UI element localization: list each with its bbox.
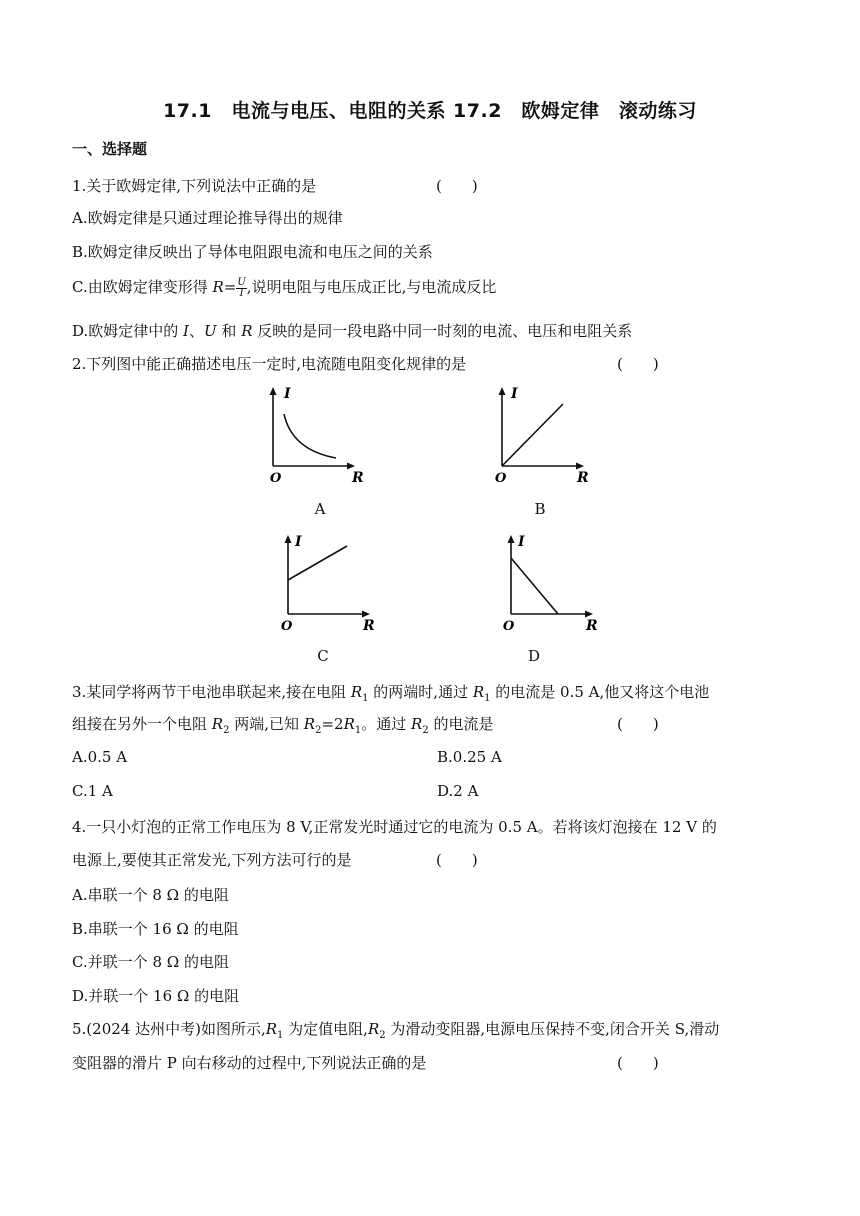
q3-r2: R <box>411 715 423 733</box>
q3-option-b: B.0.25 A <box>437 748 502 766</box>
q5-answer-paren: ( ) <box>617 1054 659 1072</box>
q4-option-d: D.并联一个 16 Ω 的电阻 <box>72 987 240 1005</box>
q1-option-d-rest: 反映的是同一段电路中同一时刻的电流、电压和电阻关系 <box>252 322 633 340</box>
graph-c-y-arrow <box>285 535 292 543</box>
q1-symbol-r: R <box>241 322 253 340</box>
q1-formula-numerator: U <box>237 276 246 288</box>
q1-sep: 、 <box>188 322 204 340</box>
q3-text: 的电流是 0.5 A,他又将这个电池 <box>490 683 710 701</box>
graph-a-y-label: I <box>284 386 291 402</box>
q3-r2: R <box>211 715 224 733</box>
q3-text: 两端,已知 <box>229 715 304 733</box>
q3-text: 的两端时,通过 <box>368 683 473 701</box>
q3-option-c: C.1 A <box>72 782 113 800</box>
q1-and: 和 <box>216 322 242 340</box>
graph-a-curve <box>284 414 336 458</box>
graph-c-x-arrow <box>362 611 370 618</box>
q3-text: =2 <box>321 715 344 733</box>
graph-c-x-label: R <box>363 618 375 634</box>
q3-r1: R <box>350 683 363 701</box>
graph-d-line <box>511 558 558 614</box>
q1-answer-paren: ( ) <box>436 177 478 195</box>
q4-answer-paren: ( ) <box>436 851 478 869</box>
graph-d <box>500 530 610 636</box>
q5-text: 为定值电阻, <box>283 1020 368 1038</box>
q1-symbol-u: U <box>203 322 217 340</box>
q3-r2: R <box>303 715 316 733</box>
graph-c-line <box>288 546 347 580</box>
q3-r1-sub: 1 <box>354 725 362 736</box>
graph-a-label: A <box>314 500 326 518</box>
q3-r1: R <box>343 715 355 733</box>
graph-c-origin: O <box>281 619 293 634</box>
q3-option-d: D.2 A <box>437 782 479 800</box>
q1-symbol-i: I <box>183 322 189 340</box>
q1-option-c-text: C.由欧姆定律变形得 <box>72 278 213 296</box>
q1-option-d-text: D.欧姆定律中的 <box>72 322 184 340</box>
q3-r1-sub: 1 <box>484 693 491 704</box>
graph-b-y-label: I <box>511 386 518 402</box>
q3-r2-sub: 2 <box>422 725 429 736</box>
q5-r1-sub: 1 <box>277 1030 284 1041</box>
q1-option-b: B.欧姆定律反映出了导体电阻跟电流和电压之间的关系 <box>72 243 433 261</box>
q1-formula-denominator: I <box>239 287 244 299</box>
graph-c <box>277 530 387 636</box>
graph-d-x-arrow <box>585 611 593 618</box>
q1-formula-r: R <box>212 278 224 296</box>
graph-a-origin: O <box>270 471 282 486</box>
q3-answer-paren: ( ) <box>617 715 659 733</box>
q4-option-c: C.并联一个 8 Ω 的电阻 <box>72 953 229 971</box>
graph-b-line <box>502 404 563 466</box>
q3-option-a: A.0.5 A <box>72 748 128 766</box>
graph-b-origin: O <box>495 471 507 486</box>
q2-answer-paren: ( ) <box>617 355 659 373</box>
graph-c-label: C <box>317 647 329 665</box>
graph-b <box>491 382 601 488</box>
graph-d-origin: O <box>503 619 515 634</box>
q4-stem-line1: 4.一只小灯泡的正常工作电压为 8 V,正常发光时通过它的电流为 0.5 A。若将该灯泡接在 12 V 的 <box>72 818 717 836</box>
q1-formula-fraction <box>236 278 246 299</box>
q5-stem-line2: 变阻器的滑片 P 向右移动的过程中,下列说法正确的是 <box>72 1054 427 1072</box>
q3-text: 组接在另外一个电阻 <box>72 715 212 733</box>
q3-r1: R <box>472 683 485 701</box>
graph-a-x-label: R <box>352 470 364 486</box>
graph-a-y-arrow <box>270 387 277 395</box>
q4-stem-line2: 电源上,要使其正常发光,下列方法可行的是 <box>72 851 352 869</box>
page-title: 17.1 电流与电压、电阻的关系 17.2 欧姆定律 滚动练习 <box>163 100 697 122</box>
q1-stem: 1.关于欧姆定律,下列说法中正确的是 <box>72 177 317 195</box>
graph-d-x-label: R <box>586 618 598 634</box>
q3-stem-line2 <box>72 713 493 736</box>
section-heading: 一、选择题 <box>72 140 148 158</box>
q3-r1-sub: 1 <box>362 693 369 704</box>
graph-b-x-arrow <box>576 463 584 470</box>
q3-text: 的电流是 <box>428 715 494 733</box>
q3-r2-sub: 2 <box>315 725 322 736</box>
graph-a-x-arrow <box>347 463 355 470</box>
q3-text: 3.某同学将两节干电池串联起来,接在电阻 <box>72 683 351 701</box>
graph-b-label: B <box>534 500 546 518</box>
graph-b-y-arrow <box>499 387 506 395</box>
graph-b-x-label: R <box>577 470 589 486</box>
q5-r2: R <box>367 1020 380 1038</box>
q5-r1: R <box>265 1020 278 1038</box>
graph-a <box>262 382 372 488</box>
q1-option-c-rest: ,说明电阻与电压成正比,与电流成反比 <box>246 278 497 296</box>
q3-r2-sub: 2 <box>223 725 230 736</box>
graph-c-y-label: I <box>295 534 302 550</box>
q1-option-c <box>72 276 496 299</box>
q3-stem-line1 <box>72 681 709 704</box>
q4-option-a: A.串联一个 8 Ω 的电阻 <box>72 886 229 904</box>
graph-d-y-label: I <box>518 534 525 550</box>
graph-d-y-arrow <box>508 535 515 543</box>
q4-option-b: B.串联一个 16 Ω 的电阻 <box>72 920 239 938</box>
q1-formula-eq: = <box>223 278 237 296</box>
q5-text: 为滑动变阻器,电源电压保持不变,闭合开关 S,滑动 <box>385 1020 720 1038</box>
q5-stem-line1 <box>72 1018 719 1041</box>
q1-option-d <box>72 320 632 341</box>
q5-r2-sub: 2 <box>379 1030 386 1041</box>
q5-text: 5.(2024 达州中考)如图所示, <box>72 1020 266 1038</box>
graph-d-label: D <box>527 647 541 665</box>
q3-text: 。通过 <box>361 715 412 733</box>
q1-option-a: A.欧姆定律是只通过理论推导得出的规律 <box>72 209 343 227</box>
q2-stem: 2.下列图中能正确描述电压一定时,电流随电阻变化规律的是 <box>72 355 467 373</box>
